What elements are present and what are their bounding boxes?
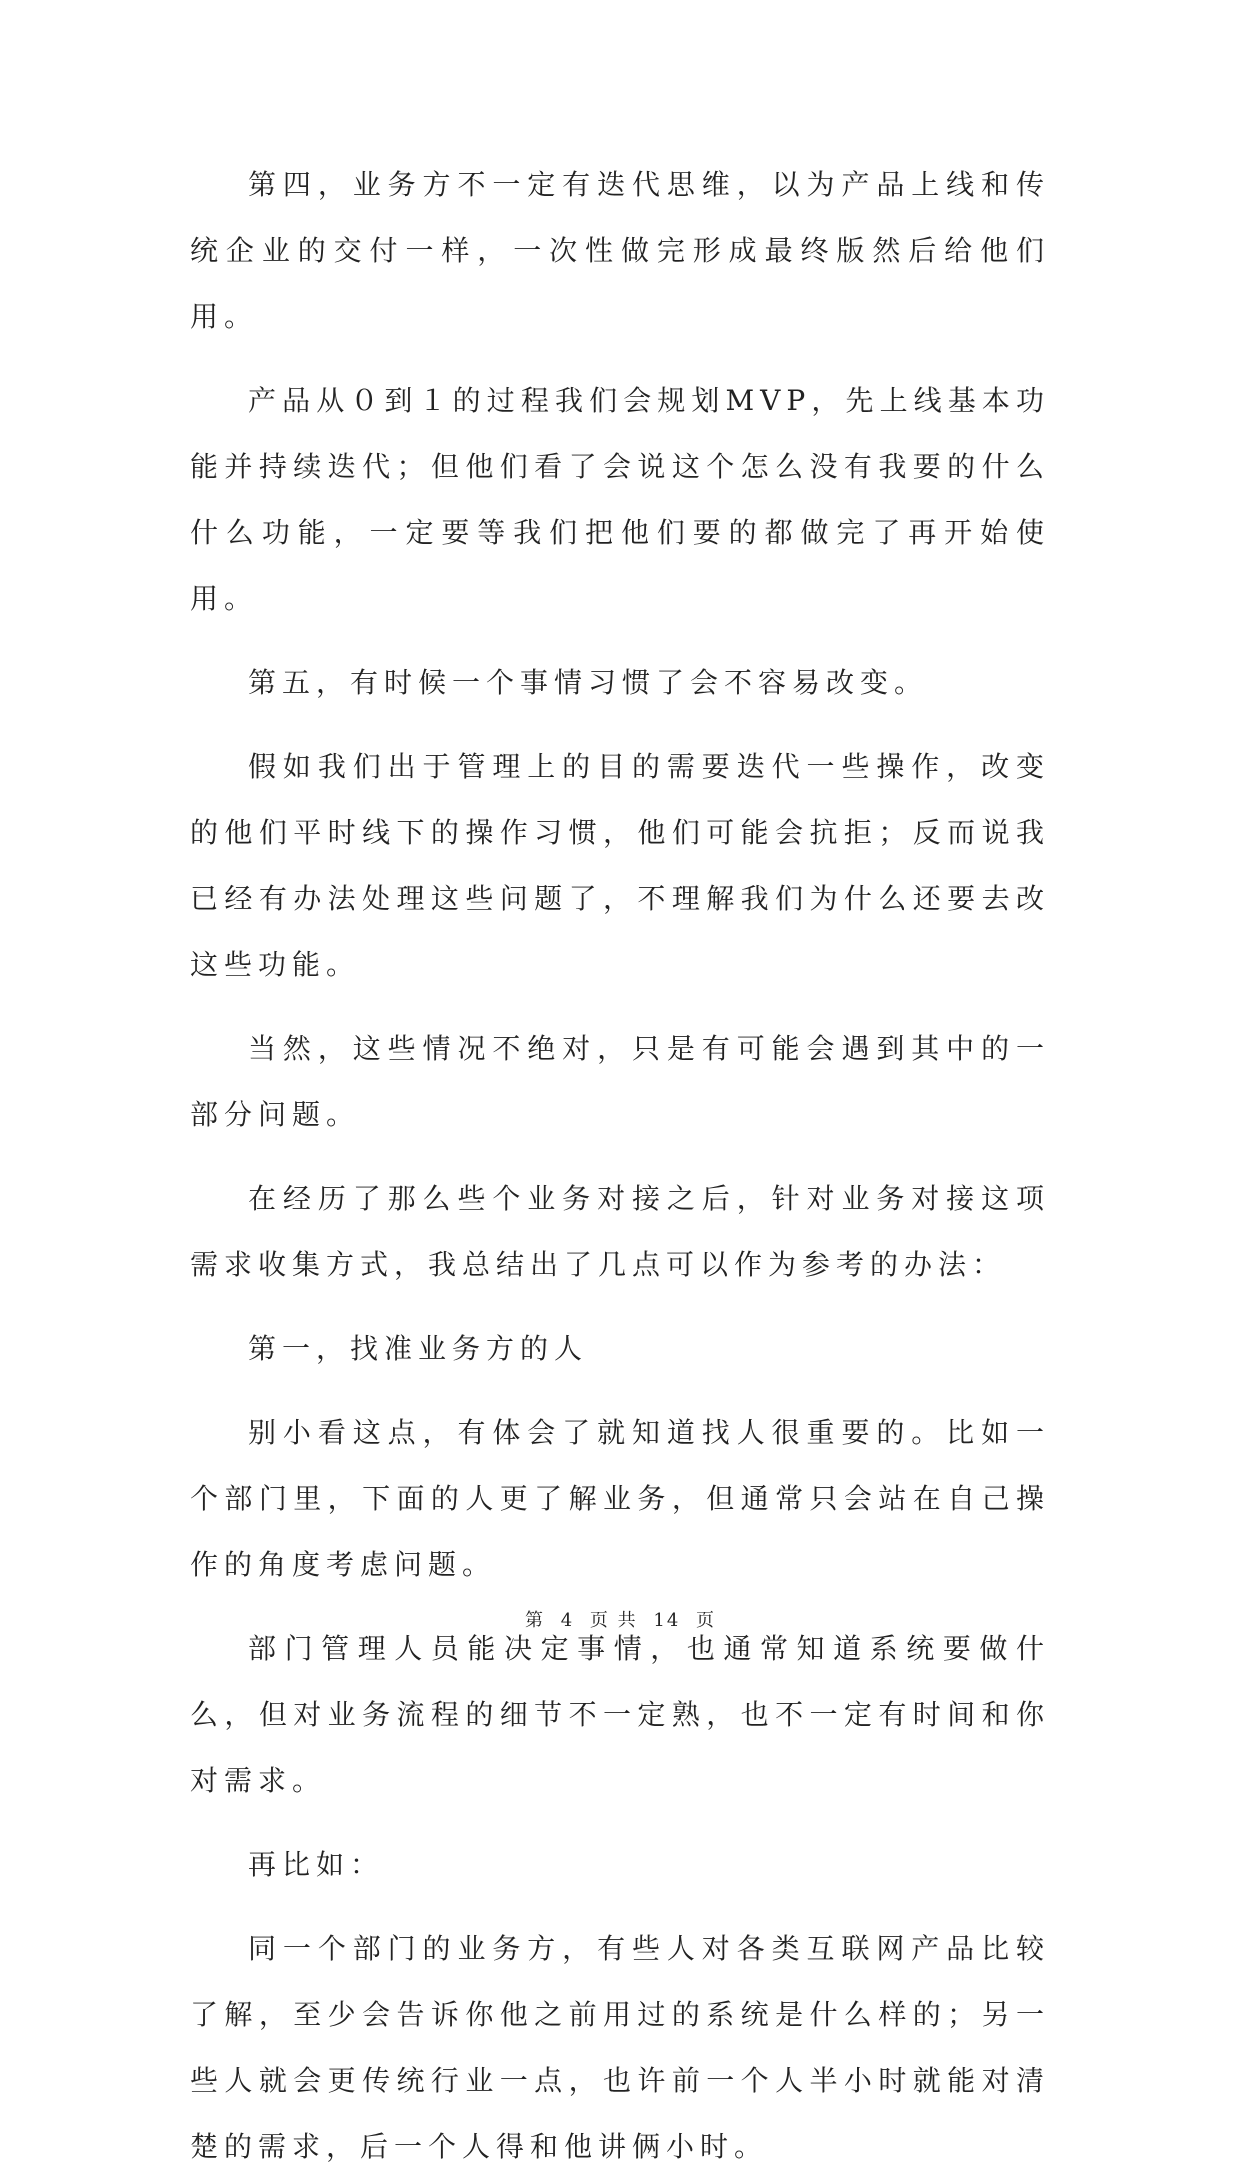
paragraph: 当然，这些情况不绝对，只是有可能会遇到其中的一部分问题。 xyxy=(190,1032,1050,1131)
footer-suffix: 页 xyxy=(696,1610,717,1631)
paragraph: 第五，有时候一个事情习惯了会不容易改变。 xyxy=(248,666,929,699)
footer-prefix: 第 xyxy=(524,1610,545,1631)
page-number: 4 xyxy=(560,1610,575,1631)
paragraph: 假如我们出于管理上的目的需要迭代一些操作，改变的他们平时线下的操作习惯，他们可能会抗拒；反而说我已经有办法处理这些问题了，不理解我们为什么还要去改这些功能。 xyxy=(190,750,1050,981)
paragraph: 别小看这点，有体会了就知道找人很重要的。比如一个部门里，下面的人更了解业务，但通常只会站在自己操作的角度考虑问题。 xyxy=(190,1416,1050,1581)
paragraph: 第一，找准业务方的人 xyxy=(248,1332,589,1365)
body-text xyxy=(190,152,1050,2184)
paragraph: 产品从０到１的过程我们会规划MVP，先上线基本功能并持续迭代；但他们看了会说这个怎么没有我要的什么什么功能，一定要等我们把他们要的都做完了再开始使用。 xyxy=(190,384,1050,615)
paragraph: 部门管理人员能决定事情，也通常知道系统要做什么，但对业务流程的细节不一定熟，也不一定有时间和你对需求。 xyxy=(190,1632,1050,1797)
total-pages: 14 xyxy=(653,1610,681,1631)
paragraph: 同一个部门的业务方，有些人对各类互联网产品比较了解，至少会告诉你他之前用过的系统是什么样的；另一些人就会更传统行业一点，也许前一个人半小时就能对清楚的需求，后一个人得和他讲俩小时。 xyxy=(190,1932,1050,2163)
paragraph: 在经历了那么些个业务对接之后，针对业务对接这项需求收集方式，我总结出了几点可以作为参考的办法： xyxy=(190,1182,1050,1281)
paragraph: 再比如： xyxy=(248,1848,385,1881)
page-footer xyxy=(0,1606,1241,1632)
footer-middle: 页 共 xyxy=(589,1610,638,1631)
paragraph: 第四，业务方不一定有迭代思维，以为产品上线和传统企业的交付一样，一次性做完形成最终版然后给他们用。 xyxy=(190,168,1050,333)
